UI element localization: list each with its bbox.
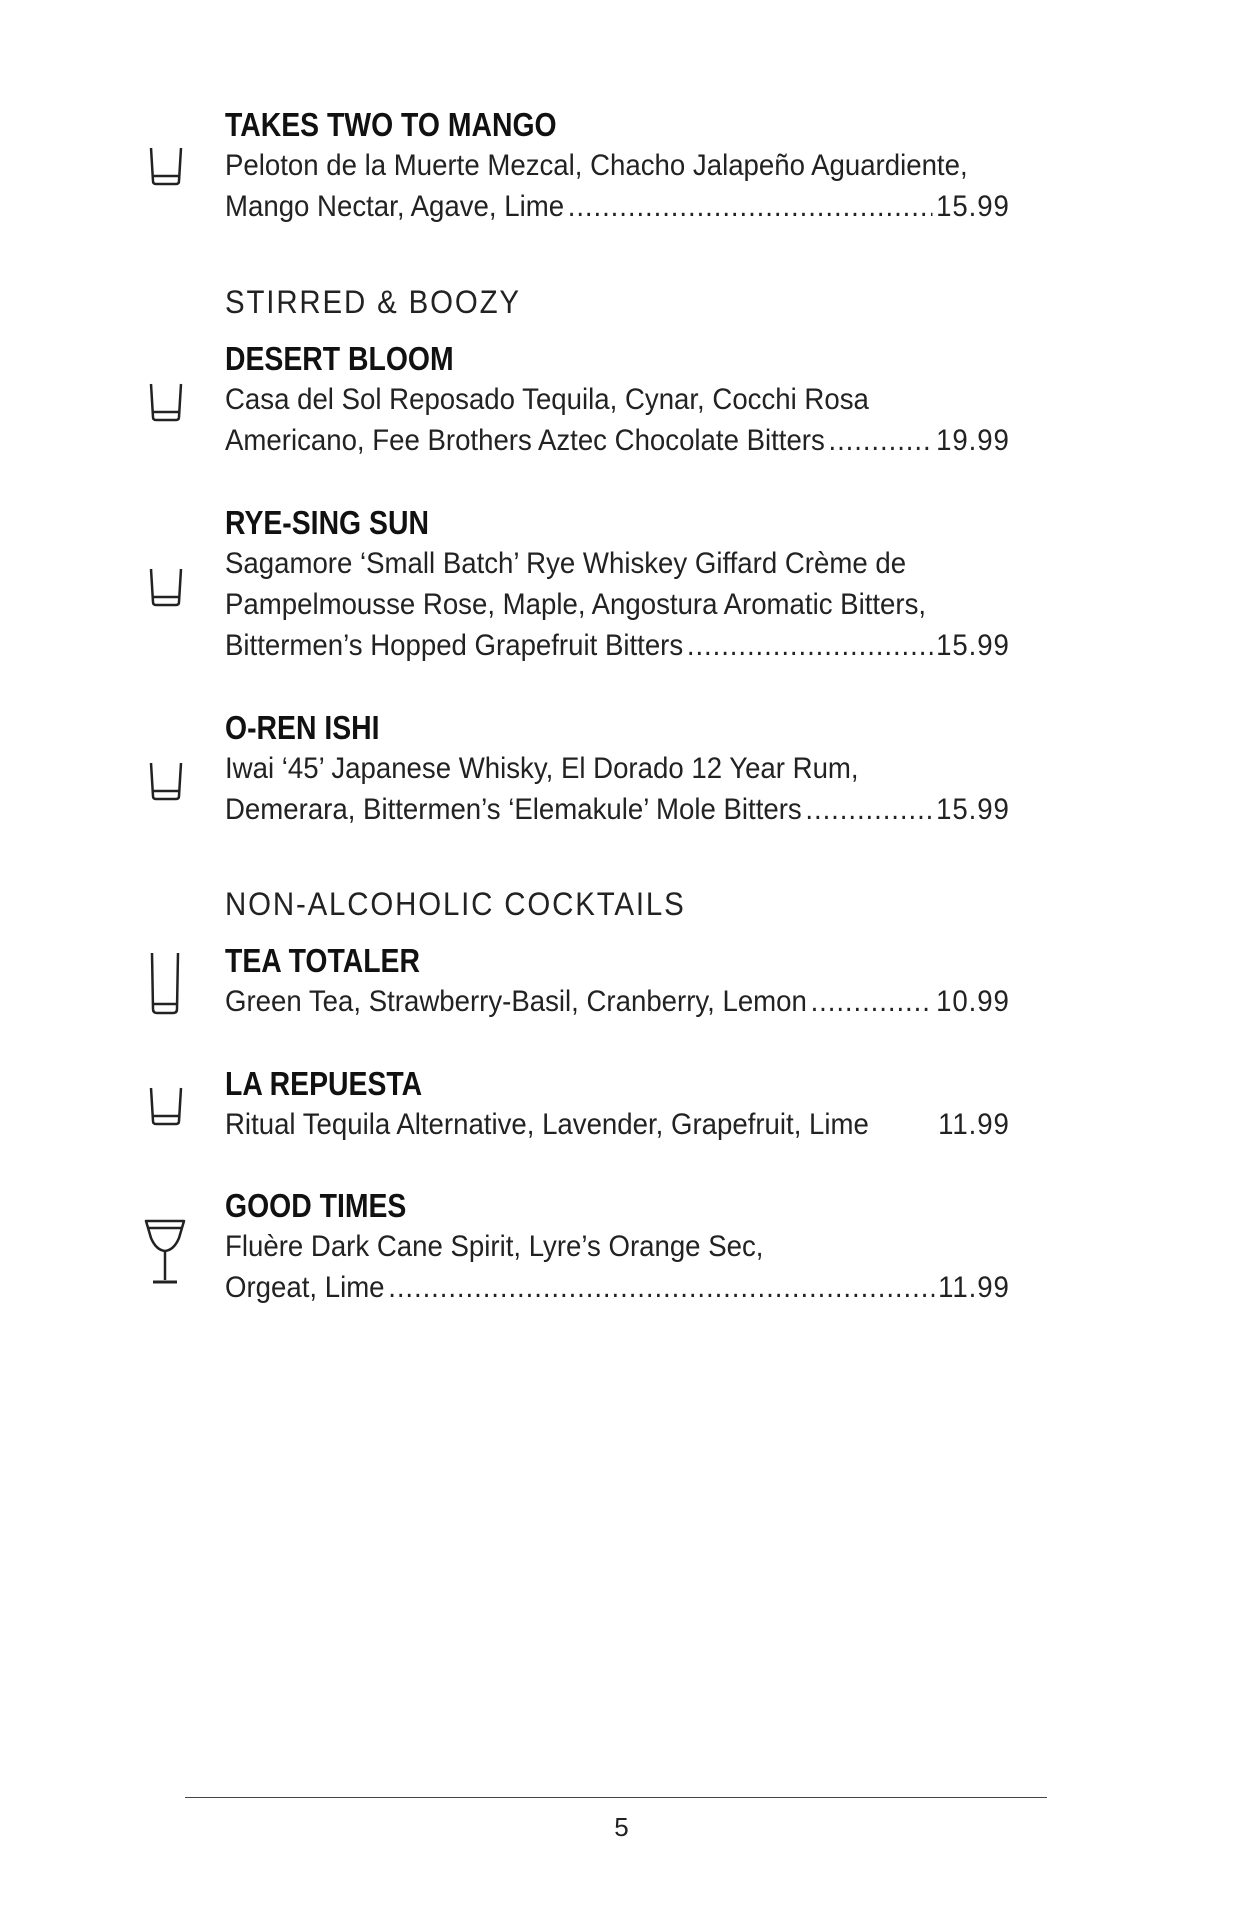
item-description-line: Ritual Tequila Alternative, Lavender, Grapefruit, Lime [225,1108,869,1141]
item-description-line: Iwai ‘45’ Japanese Whisky, El Dorado 12 Year Rum, [225,752,859,785]
item-description-line: Orgeat, Lime [225,1271,385,1304]
item-name: GOOD TIMES [225,1187,407,1224]
dot-leader [568,186,933,227]
menu-item [225,1185,1045,1308]
item-price: 11.99 [938,1108,1010,1141]
rocks-glass-icon [148,761,184,801]
item-description-line: Casa del Sol Reposado Tequila, Cynar, Cocchi Rosa [225,383,869,416]
item-price: 11.99 [938,1271,1010,1304]
item-description-price-line [225,1104,1010,1145]
item-description-line: Peloton de la Muerte Mezcal, Chacho Jalapeño Aguardiente, [225,149,968,182]
dot-leader [388,1267,934,1308]
item-name: TAKES TWO TO MANGO [225,106,557,143]
item-name: DESERT BLOOM [225,340,454,377]
item-description-line: Demerara, Bittermen’s ‘Elemakule’ Mole Bitters [225,793,802,826]
item-description-line: Green Tea, Strawberry-Basil, Cranberry, Lemon [225,985,807,1018]
menu-item [225,104,1045,227]
item-description-line: Sagamore ‘Small Batch’ Rye Whiskey Giffard Crème de [225,547,907,580]
highball-glass-icon [150,951,180,1015]
rocks-glass-icon [148,567,184,607]
page-number: 5 [614,1812,629,1842]
rocks-glass-icon [148,146,184,186]
item-description-line: Pampelmousse Rose, Maple, Angostura Aromatic Bitters, [225,588,927,621]
item-price: 15.99 [936,793,1010,826]
item-description-line: Americano, Fee Brothers Aztec Chocolate Bitters [225,424,825,457]
item-price: 10.99 [936,985,1010,1018]
item-price: 15.99 [936,190,1010,223]
item-price: 15.99 [936,629,1010,662]
rocks-glass-icon [148,382,184,422]
dot-leader [805,789,932,830]
item-description-price-line [225,625,1010,666]
dot-leader [828,420,932,461]
item-description-price-line [225,789,1010,830]
item-description-price-line [225,186,1010,227]
menu-item [225,338,1045,461]
menu-item [225,940,1045,1022]
item-name: TEA TOTALER [225,942,420,979]
item-description-price-line [225,420,1010,461]
footer-divider [185,1797,1047,1798]
item-description-line: Fluère Dark Cane Spirit, Lyre’s Orange Sec, [225,1230,764,1263]
item-description-price-line [225,981,1010,1022]
coupe-glass-icon [143,1218,187,1286]
menu-item [225,502,1045,666]
item-name: RYE-SING SUN [225,504,429,541]
dot-leader [811,981,933,1022]
menu-item [225,1063,1045,1145]
rocks-glass-icon [148,1086,184,1126]
item-name: O-REN ISHI [225,709,380,746]
item-description-line: Mango Nectar, Agave, Lime [225,190,565,223]
section-heading-stirred: STIRRED & BOOZY [225,284,521,320]
item-description-price-line [225,1267,1010,1308]
item-description-line: Bittermen’s Hopped Grapefruit Bitters [225,629,684,662]
dot-leader [687,625,933,666]
item-name: LA REPUESTA [225,1065,423,1102]
menu-item [225,707,1045,830]
section-heading-non-alcoholic: NON-ALCOHOLIC COCKTAILS [225,886,686,922]
item-price: 19.99 [936,424,1010,457]
